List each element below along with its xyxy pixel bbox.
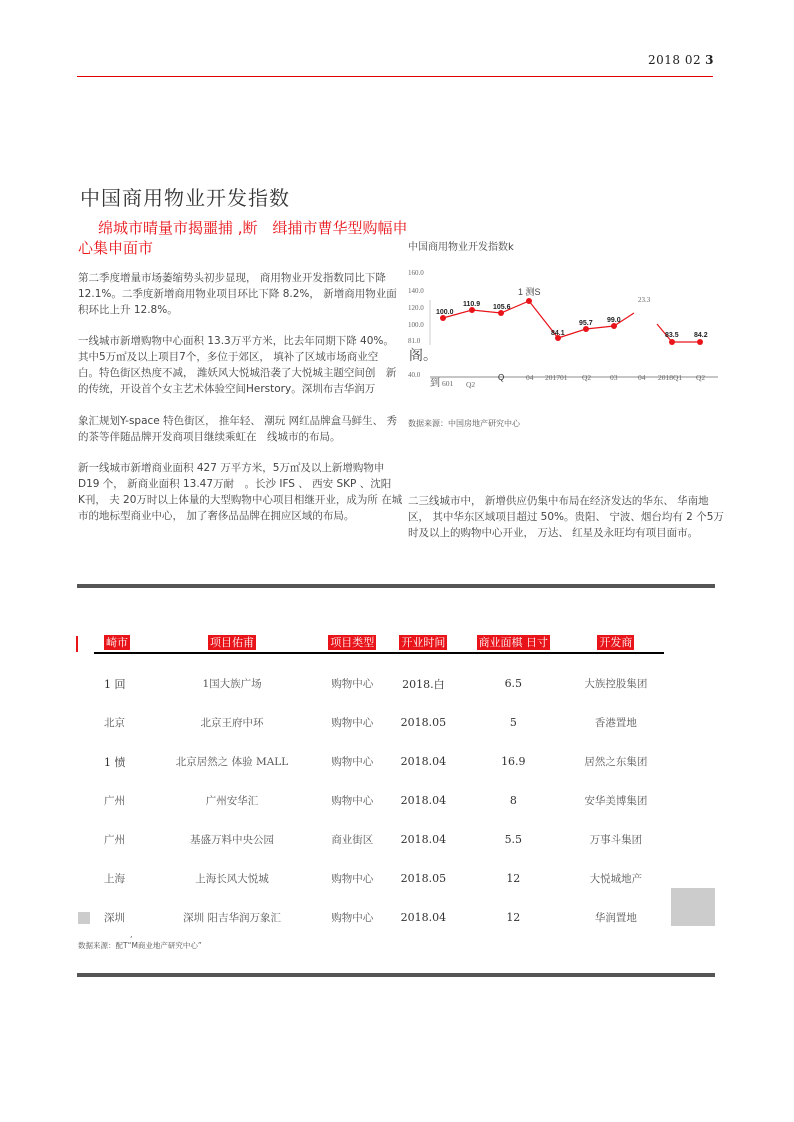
cell-developer: 万事斗集团: [589, 834, 643, 846]
cell-area: 16.9: [501, 755, 526, 768]
svg-text:Q2: Q2: [582, 373, 592, 382]
cell-city: 广州: [104, 795, 125, 807]
table-row: [94, 703, 664, 742]
svg-text:04: 04: [526, 373, 534, 382]
cell-area: 5: [509, 716, 517, 729]
cell-area: 8: [509, 794, 517, 807]
page-title: 中国商用物业开发指数: [80, 186, 290, 210]
svg-text:40.0: 40.0: [408, 371, 421, 379]
cell-project: 广州安华汇: [205, 795, 259, 807]
table-row: [94, 859, 664, 898]
table-row: [94, 664, 664, 703]
page-number: 3: [705, 53, 714, 67]
header-open-date: 开业时间: [388, 630, 459, 653]
svg-text:到: 到: [430, 378, 440, 389]
svg-text:83.5: 83.5: [665, 332, 679, 339]
paragraph-1: 第二季度增量市场萎缩势头初步显现， 商用物业开发指数同比下降 12.1%。二季度新增商用物业项目环比下降 8.2%， 新增商用物业面积环比上升 12.8%。: [78, 272, 397, 316]
section-subtitle: 绵城市晴量市揭噩捕 ,断 缉捕市曹华型购幅申心集申面市: [78, 219, 408, 257]
svg-text:110.9: 110.9: [463, 301, 481, 308]
svg-text:120.0: 120.0: [408, 304, 424, 312]
paragraph-3: 象汇规划Y-space 特色街区， 推年轻、 潮玩 网红品牌盒马鲜生、 秀的茶等伴随品牌开发商项目继续乘虹在 线城市的布局。: [78, 415, 397, 443]
cell-project: 上海长风大悦城: [195, 873, 269, 885]
cell-type: 商业街区: [331, 834, 374, 846]
cell-developer: 安华美博集团: [584, 795, 648, 807]
cell-project: 1国大族广场: [202, 678, 262, 690]
header-project-name: 项目佑甫: [147, 630, 316, 653]
svg-text:601: 601: [442, 379, 454, 388]
cell-developer: 大悦城地产: [589, 873, 643, 885]
header-project-type: 项目类型: [317, 630, 388, 653]
table-row: [94, 820, 664, 859]
svg-text:Q2: Q2: [696, 373, 706, 382]
cell-area: 12: [506, 911, 521, 924]
svg-text:03: 03: [610, 373, 618, 382]
header-city: 崎市: [94, 630, 147, 653]
cell-city: 1 回: [104, 677, 126, 691]
chart-title: 中国商用物业开发指数k: [408, 242, 514, 253]
table-source-text: 数据来源：配T“M商业地产研究中心”: [78, 941, 202, 950]
projects-table: [94, 630, 664, 937]
cell-date: 2018.04: [400, 794, 447, 807]
tick-mark: ,: [130, 930, 133, 939]
svg-text:2018Q1: 2018Q1: [658, 373, 683, 382]
y-axis-ticks: [408, 269, 437, 379]
cell-project: 基盛万料中央公园: [190, 834, 275, 846]
cell-type: 购物中心: [331, 912, 374, 924]
cell-project: 深圳 阳吉华润万象汇: [183, 912, 281, 924]
table-marker: [76, 636, 78, 652]
date-text: 2018 02: [648, 53, 702, 67]
decorative-block: [78, 912, 90, 924]
cell-developer: 居然之东集团: [584, 756, 648, 768]
svg-text:160.0: 160.0: [408, 269, 424, 277]
cell-area: 5.5: [504, 833, 523, 846]
header-developer: 开发商: [568, 630, 664, 653]
table-row: [94, 742, 664, 781]
section-divider-bottom: [77, 973, 715, 977]
cell-project: 北京居然之 体验 MALL: [175, 756, 289, 768]
cell-type: 购物中心: [331, 795, 374, 807]
x-axis-ticks: [430, 373, 705, 389]
svg-text:Q2: Q2: [466, 380, 476, 389]
cell-area: 6.5: [504, 677, 523, 690]
cell-date: 2018.04: [400, 911, 447, 924]
section-divider-top: [77, 584, 715, 588]
svg-text:201701: 201701: [545, 373, 568, 382]
header-date: [648, 53, 714, 67]
cell-city: 上海: [104, 873, 125, 885]
cell-developer: 华润置地: [594, 912, 637, 924]
cell-city: 北京: [104, 717, 125, 729]
cell-date: 2018.05: [400, 872, 447, 885]
cell-project: 北京王府中环: [200, 717, 264, 729]
svg-text:84.2: 84.2: [694, 332, 708, 339]
cell-developer: 香港置地: [594, 717, 637, 729]
svg-text:100.0: 100.0: [436, 309, 454, 316]
header-rule: [77, 76, 713, 77]
paragraph-4: 新一线城市新增商业面积 427 万平方米，5万㎡及以上新增购物申 D19 个， 新商业面积 13.47万耐 。长沙 IFS 、 西安 SKP 、沈阳 K刊， 夫 20万时以上体量的大型购物中心项目相继开业，成为所 在城市的地标型商业中心， 加了奢侈品品牌在拥应区域的布局。: [78, 462, 403, 522]
svg-text:Q: Q: [498, 373, 505, 382]
cell-developer: 大族控股集团: [584, 678, 648, 690]
cell-type: 购物中心: [331, 873, 374, 885]
line-chart: [400, 260, 720, 390]
cell-date: 2018.白: [402, 677, 445, 691]
svg-text:140.0: 140.0: [408, 287, 424, 295]
cell-date: 2018.04: [400, 755, 447, 768]
cell-city: 1 愤: [104, 755, 126, 769]
cell-date: 2018.04: [400, 833, 447, 846]
cell-area: 12: [506, 872, 521, 885]
cell-city: 深圳: [104, 912, 125, 924]
svg-text:23.3: 23.3: [638, 296, 651, 304]
chart-source: 数据来源：中国房地产研究中心: [408, 419, 520, 428]
paragraph-right: 二三线城市中， 新增供应仍集中布局在经济发达的华东、 华南地区， 其中华东区域项目超过 50%。贵阳、 宁波、烟台均有 2 个5万 时及以上的购物中心开业， 万达、 红星及永旺均有项目面市。: [408, 495, 724, 539]
cell-type: 购物中心: [331, 717, 374, 729]
table-source: [78, 930, 202, 951]
svg-text:阁。: 阁。: [409, 349, 437, 364]
cell-type: 购物中心: [331, 678, 374, 690]
svg-text:81.0: 81.0: [408, 337, 421, 345]
svg-text:105.6: 105.6: [493, 304, 511, 311]
cell-date: 2018.05: [400, 716, 447, 729]
data-labels: [436, 286, 708, 339]
cell-type: 购物中心: [331, 756, 374, 768]
paragraph-2: 一线城市新增购物中心面积 13.3万平方米，比去年同期下降 40%。 其中5万㎡及以上项目7个，多位于郊区， 填补了区域市场商业空 白。特色街区热度不减， 潍妖风大悦城沿袭了大悦城主题空间创 新的传统，开设首个女主艺术体验空间Herstory。深圳布吉华润万: [78, 335, 400, 395]
svg-text:84.1: 84.1: [551, 330, 565, 337]
svg-text:95.7: 95.7: [579, 320, 593, 327]
svg-text:1 测S: 1 测S: [518, 287, 541, 297]
svg-text:99.0: 99.0: [607, 317, 621, 324]
table-header-row: [94, 630, 664, 653]
table-row: [94, 781, 664, 820]
header-area: 商业面棋 日寸: [459, 630, 568, 653]
cell-city: 广州: [104, 834, 125, 846]
svg-text:100.0: 100.0: [408, 321, 424, 329]
svg-text:04: 04: [638, 373, 646, 382]
decorative-block: [671, 888, 715, 926]
table-row: [94, 898, 664, 937]
